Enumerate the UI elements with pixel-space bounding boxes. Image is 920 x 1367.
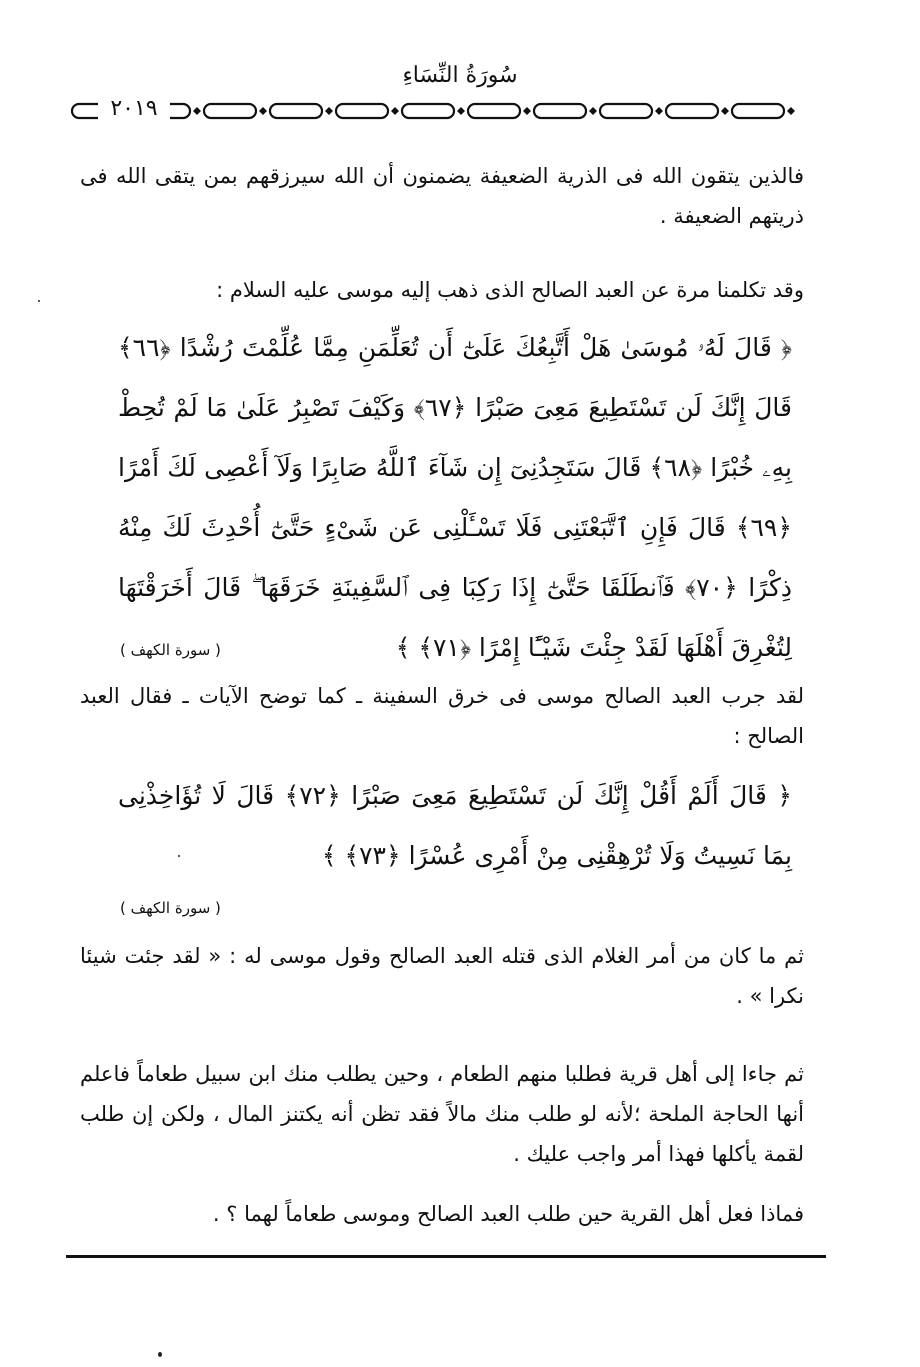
header-ornament-band bbox=[70, 98, 825, 124]
surah-reference-2: ( سورة الكهف ) bbox=[120, 899, 221, 917]
page-number: ٢٠١٩ bbox=[98, 96, 170, 122]
paragraph-2: وقد تكلمنا مرة عن العبد الصالح الذى ذهب إليه موسى عليه السلام : bbox=[216, 278, 804, 302]
quran-verse-block-1: ﴿ قَالَ لَهُۥ مُوسَىٰ هَلْ أَتَّبِعُكَ عَلَىٰٓ أَن تُعَلِّمَنِ مِمَّا عُلِّمْتَ رُشْدًا ﴿٦٦﴾ قَالَ إِنَّكَ لَن تَسْتَطِيعَ مَعِىَ صَبْرًا ﴿٦٧﴾ وَكَيْفَ تَصْبِرُ عَلَىٰ مَا لَمْ تُحِطْ بِهِۦ خُبْرًا ﴿٦٨﴾ قَالَ سَتَجِدُنِىٓ إِن شَآءَ ٱللَّهُ صَابِرًا وَلَآ أَعْصِى لَكَ أَمْرًا ﴿٦٩﴾ قَالَ فَإِنِ ٱتَّبَعْتَنِى فَلَا تَسْـَٔلْنِى عَن شَىْءٍ حَتَّىٰٓ أُحْدِثَ لَكَ مِنْهُ ذِكْرًا ﴿٧٠﴾ فَٱنطَلَقَا حَتَّىٰٓ إِذَا رَكِبَا فِى ٱلسَّفِينَةِ خَرَقَهَا ۖ قَالَ أَخَرَقْتَهَا لِتُغْرِقَ أَهْلَهَا لَقَدْ جِئْتَ شَيْـًٔا إِمْرًا ﴿٧١﴾ ﴾ bbox=[118, 333, 793, 662]
bottom-divider bbox=[66, 1255, 826, 1258]
quran-verse-block-2: ﴿ قَالَ أَلَمْ أَقُلْ إِنَّكَ لَن تَسْتَطِيعَ مَعِىَ صَبْرًا ﴿٧٢﴾ قَالَ لَا تُؤَاخِذْنِى بِمَا نَسِيتُ وَلَا تُرْهِقْنِى مِنْ أَمْرِى عُسْرًا ﴿٧٣﴾ ﴾ bbox=[118, 781, 792, 870]
surah-reference-1: ( سورة الكهف ) bbox=[120, 641, 221, 659]
surah-title: سُورَةُ النِّسَاءِ bbox=[402, 63, 518, 88]
paragraph-4: ثم ما كان من أمر الغلام الذى قتله العبد الصالح وقول موسى له : « لقد جئت شيئا نكرا » . bbox=[80, 944, 804, 1008]
scan-speck bbox=[178, 855, 180, 857]
paragraph-3: لقد جرب العبد الصالح موسى فى خرق السفينة ـ كما توضح الآيات ـ فقال العبد الصالح : bbox=[80, 684, 804, 748]
paragraph-6: فماذا فعل أهل القرية حين طلب العبد الصالح وموسى طعاماً لهما ؟ . bbox=[212, 1202, 804, 1226]
paragraph-5: ثم جاءا إلى أهل قرية فطلبا منهم الطعام ، وحين يطلب منك ابن سبيل طعاماً فاعلم أنها الحاجة الملحة ؛لأنه لو طلب منك مالاً فقد تظن أنه يكتنز المال ، ولكن إن طلب لقمة يأكلها فهذا أمر واجب عليك . bbox=[80, 1062, 804, 1166]
scan-speck bbox=[38, 300, 40, 302]
paragraph-1: فالذين يتقون الله فى الذرية الضعيفة يضمنون أن الله سيرزقهم بمن يتقى الله فى ذريتهم الضعيفة . bbox=[80, 164, 804, 228]
scan-speck bbox=[158, 1352, 162, 1357]
